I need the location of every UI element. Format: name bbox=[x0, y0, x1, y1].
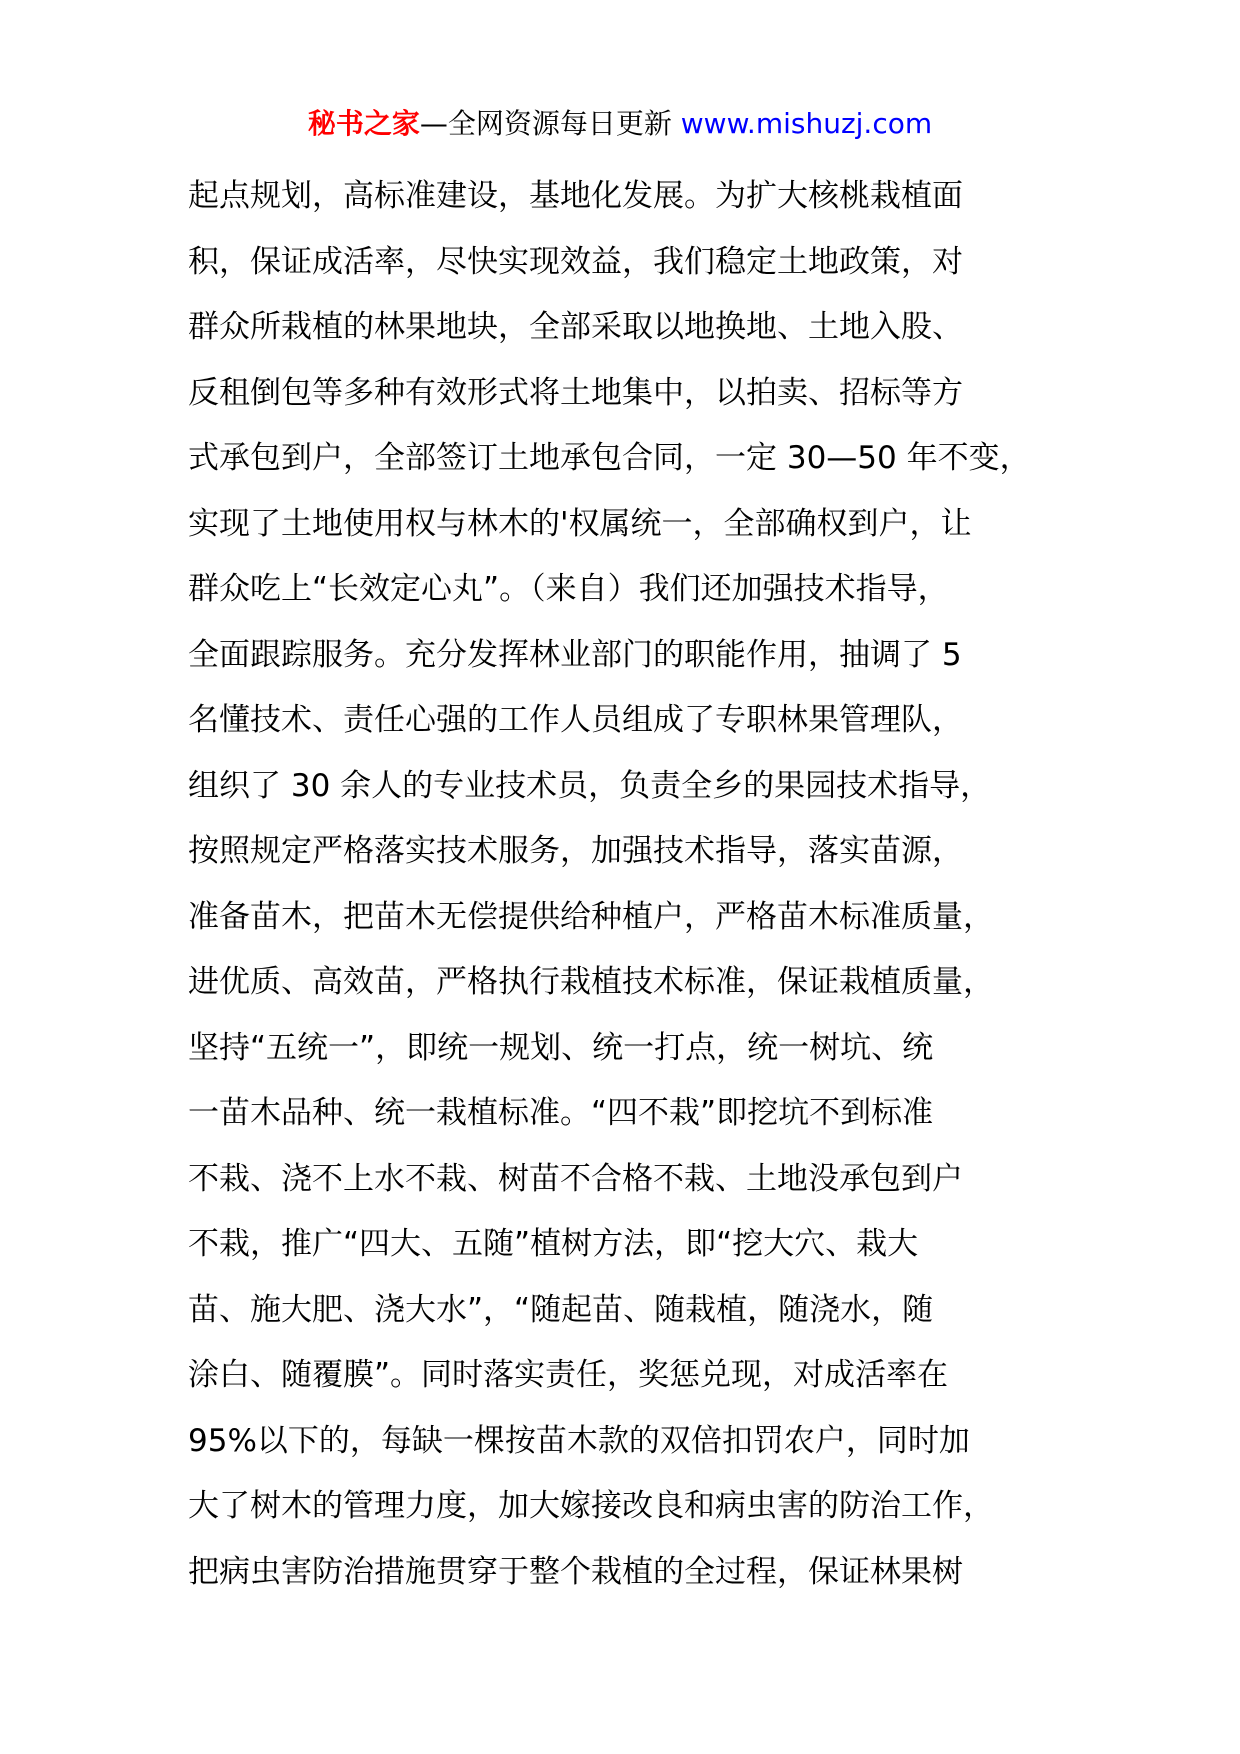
text-line: 把病虫害防治措施贯穿于整个栽植的全过程，保证林果树 bbox=[188, 1553, 963, 1590]
text-line: 不栽、浇不上水不栽、树苗不合格不栽、土地没承包到户 bbox=[188, 1160, 963, 1197]
text-line: 一苗木品种、统一栽植标准。“四不栽”即挖坑不到标准 bbox=[188, 1095, 934, 1131]
text-line: 积，保证成活率，尽快实现效益，我们稳定土地政策，对 bbox=[188, 243, 963, 280]
text-line: 坚持“五统一”，即统一规划、统一打点，统一树坑、统 bbox=[188, 1029, 934, 1066]
text-line: 群众所栽植的林果地块，全部采取以地换地、土地入股、 bbox=[188, 309, 963, 345]
text-line: 实现了土地使用权与林木的'权属统一，全部确权到户，让 bbox=[188, 505, 972, 542]
header-tagline: —全网资源每日更新 bbox=[419, 107, 681, 140]
text-line: 不栽，推广“四大、五随”植树方法，即“挖大穴、栽大 bbox=[188, 1226, 919, 1262]
text-line: 式承包到户，全部签订土地承包合同，一定 30—50 年不变， bbox=[188, 440, 1031, 476]
text-line: 群众吃上“长效定心丸”。（来自）我们还加强技术指导， bbox=[188, 571, 949, 607]
text-line: 95%以下的，每缺一棵按苗木款的双倍扣罚农户，同时加 bbox=[188, 1422, 970, 1459]
text-line: 组织了 30 余人的专业技术员，负责全乡的果园技术指导， bbox=[188, 767, 992, 804]
text-line: 大了树木的管理力度，加大嫁接改良和病虫害的防治工作， bbox=[188, 1488, 994, 1524]
text-line: 反租倒包等多种有效形式将土地集中，以拍卖、招标等方 bbox=[188, 374, 963, 411]
page-header bbox=[0, 104, 1240, 144]
text-line: 起点规划，高标准建设，基地化发展。为扩大核桃栽植面 bbox=[188, 178, 963, 214]
body-text bbox=[188, 164, 1088, 1605]
text-line: 进优质、高效苗，严格执行栽植技术标准，保证栽植质量， bbox=[188, 964, 994, 1000]
text-line: 全面跟踪服务。充分发挥林业部门的职能作用，抽调了 5 bbox=[188, 636, 962, 673]
brand-name: 秘书之家 bbox=[307, 107, 420, 140]
text-line: 名懂技术、责任心强的工作人员组成了专职林果管理队， bbox=[188, 702, 963, 738]
text-line: 涂白、随覆膜”。同时落实责任，奖惩兑现，对成活率在 bbox=[188, 1357, 949, 1393]
site-url-link[interactable]: www.mishuzj.com bbox=[680, 107, 933, 140]
text-line: 苗、施大肥、浇大水”，“随起苗、随栽植，随浇水，随 bbox=[188, 1291, 934, 1328]
text-line: 按照规定严格落实技术服务，加强技术指导，落实苗源， bbox=[188, 833, 963, 869]
text-line: 准备苗木，把苗木无偿提供给种植户，严格苗木标准质量， bbox=[188, 898, 994, 935]
